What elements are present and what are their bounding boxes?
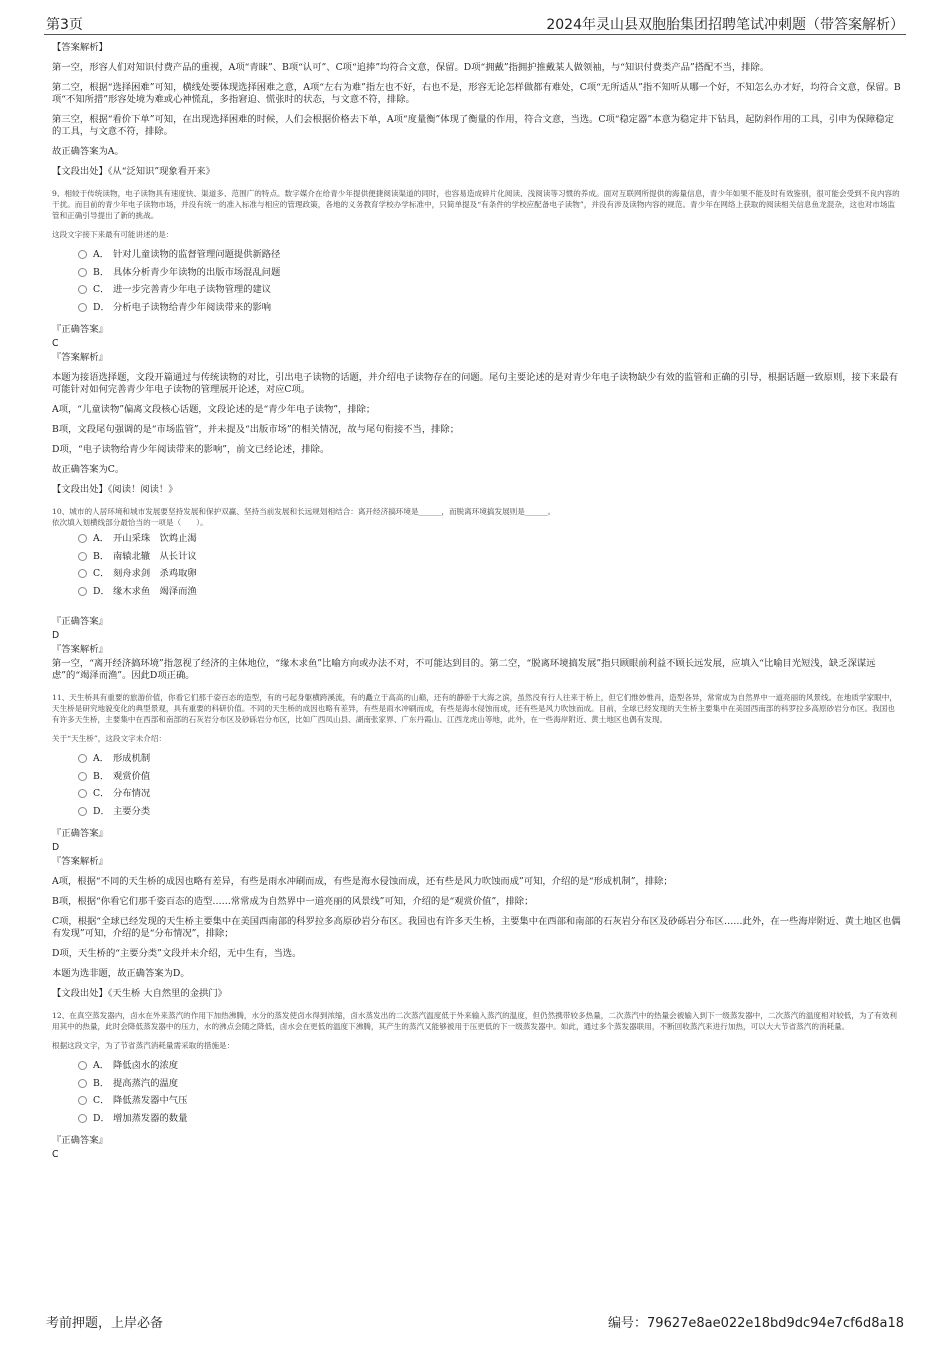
- q11-analysis-4: D项，天生桥的“主要分类”文段并未介绍，无中生有，当选。: [52, 948, 302, 959]
- q12-passage: 12、在真空蒸发器内，卤水在外来蒸汽的作用下加热沸腾，水分的蒸发使卤水得到浓缩，卤水蒸发出的二次蒸汽温度低于外来输入蒸汽的温度，但仍然携带较多热量，二次蒸汽中的热量会被输入到下一级蒸发器中，二次蒸汽的温度相对较低，为了有效利用其中的热量，此时会降低蒸发器中的压力，水的沸点会随之降低，卤水会在更低的温度下沸腾，其产生的蒸汽又能够被用于压更低的下一级蒸发器中。如此，通过多个蒸发器联用，不断回收蒸汽来进行加热，可以大大节省蒸汽的消耗量。: [52, 1011, 897, 1031]
- q11-analysis-label: 『答案解析』: [52, 856, 108, 867]
- q12-answer: C: [52, 1149, 59, 1160]
- q10-analysis: 第一空，“离开经济搞环境”指忽视了经济的主体地位，“缘木求鱼”比喻方向或办法不对，不可能达到目的。第二空，“脱离环境搞发展”指只顾眼前利益不顾长远发展，应填入“比喻目光短浅，缺乏深谋远虑”的“竭泽而渔”。因此D项正确。: [52, 658, 876, 681]
- q9-option-a[interactable]: A． 针对儿童读物的监督管理问题提供新路径: [78, 246, 902, 264]
- q11-passage: 11、天生桥具有重要的旅游价值，你看它们那千姿百态的造型，有的弓起身躯横跨溪流，有的矗立于高高的山巅，还有的静卧于大海之滨，虽然没有行人往来于桥上，但它们惟妙惟肖，造型各异，常常成为自然界中一道亮丽的风景线。在地质学家眼中，天生桥是研究地貌变化的典型景观，具有重要的科研价值。不同的天生桥的成因也略有差异，有些是雨水冲刷而成，有些是海水侵蚀而成，还有些是风力吹蚀而成。目前，全球已经发现的天生桥主要集中在美国西南部的科罗拉多高原砂岩分布区。我国也有许多天生桥，主要集中在西部和南部的石灰岩分布区及砂砾岩分布区，比如广西凤山县、湖南张家界、广东丹霞山、江西龙虎山等地，此外，在一些海岸附近、黄土地区也偶有发现。: [52, 693, 897, 724]
- radio-icon[interactable]: [78, 587, 87, 596]
- q9-option-c[interactable]: C． 进一步完善青少年电子读物管理的建议: [78, 281, 902, 299]
- q9-passage: 9、相较于传统读物，电子读物具有速度快、渠道多、范围广的特点。数字媒介在给青少年提供便捷阅读渠道的同时，也容易造成碎片化阅读、浅阅读等习惯的养成。面对互联网所提供的海量信息，青少年如果不能及时有效鉴别，很可能会受到不良内容的干扰。而目前的青少年电子读物市场，并没有统一的准入标准与相应的管理政策，各地的义务教育学校办学标准中，只简单提及“有条件的学校应配备电子读物”，并没有涉及读物内容的规范。青少年在网络上获取的阅读相关信息鱼龙混杂，这也对市场监管和正确引导提出了新的挑战。: [52, 189, 900, 220]
- q11-source: 【文段出处】《天生桥 大自然里的金拱门》: [52, 988, 227, 999]
- q12-option-a[interactable]: A． 降低卤水的浓度: [78, 1057, 902, 1075]
- q11-option-a[interactable]: A． 形成机制: [78, 750, 902, 768]
- q8-analysis-label: 【答案解析】: [52, 42, 108, 53]
- q12-answer-label: 『正确答案』: [52, 1135, 108, 1146]
- q11-question: 关于“天生桥”，这段文字未介绍：: [52, 734, 167, 743]
- radio-icon[interactable]: [78, 552, 87, 561]
- radio-icon[interactable]: [78, 534, 87, 543]
- q10-option-a[interactable]: A． 开山采珠 饮鸩止渴: [78, 530, 902, 548]
- q8-source: 【文段出处】《从“泛知识”现象看开来》: [52, 166, 215, 177]
- q11-option-c[interactable]: C． 分布情况: [78, 785, 902, 803]
- q10-option-c[interactable]: C． 刻舟求剑 杀鸡取卵: [78, 565, 902, 583]
- q10-passage: 10、城市的人居环境和城市发展要坚持发展和保护双赢、坚持当前发展和长远规划相结合：离开经济搞环境是______，而脱离环境搞发展则是______。: [52, 507, 556, 516]
- q9-analysis-2: A项，“儿童读物”偏离文段核心话题，文段论述的是“青少年电子读物”，排除；: [52, 404, 376, 415]
- q8-conclusion: 故正确答案为A。: [52, 146, 124, 157]
- radio-icon[interactable]: [78, 1096, 87, 1105]
- q9-options: [78, 246, 902, 316]
- footer-slogan: 考前押题，上岸必备: [46, 1316, 164, 1331]
- q9-conclusion: 故正确答案为C。: [52, 464, 125, 475]
- q9-question: 这段文字接下来最有可能讲述的是：: [52, 230, 174, 239]
- q9-answer-label: 『正确答案』: [52, 324, 108, 335]
- q9-analysis-4: D项，“电子读物给青少年阅读带来的影响”，前文已经论述，排除。: [52, 444, 330, 455]
- q8-analysis-para2: 第二空，根据“选择困难”可知，横线处要体现选择困难之意，A项“左右为难”指左也不好，右也不是，形容无论怎样做都有难处，C项“无所适从”指不知听从哪一个好，不知怎么办才好，均符合文意，保留。B项“不知所措”形容处境为难或心神慌乱，多指窘迫、慌张时的状态，与文意不符，排除。: [52, 82, 901, 105]
- radio-icon[interactable]: [78, 569, 87, 578]
- q12-option-c[interactable]: C． 降低蒸发器中气压: [78, 1092, 902, 1110]
- q11-conclusion: 本题为选非题，故正确答案为D。: [52, 968, 190, 979]
- page-header: [44, 10, 906, 35]
- document-code: 编号：79627e8ae022e18bd9dc94e7cf6d8a18: [608, 1316, 904, 1331]
- q12-options: [78, 1057, 902, 1127]
- q9-option-b[interactable]: B． 具体分析青少年读物的出版市场混乱问题: [78, 264, 902, 282]
- radio-icon[interactable]: [78, 268, 87, 277]
- q11-answer: D: [52, 842, 60, 853]
- q11-analysis-1: A项，根据“不同的天生桥的成因也略有差异，有些是雨水冲刷而成，有些是海水侵蚀而成，还有些是风力吹蚀而成”可知，介绍的是“形成机制”，排除；: [52, 876, 673, 887]
- radio-icon[interactable]: [78, 1079, 87, 1088]
- radio-icon[interactable]: [78, 807, 87, 816]
- q12-option-d[interactable]: D． 增加蒸发器的数量: [78, 1110, 902, 1128]
- page-content: [52, 42, 902, 1163]
- q9-source: 【文段出处】《阅读！阅读！》: [52, 484, 178, 495]
- q11-analysis-2: B项，根据“你看它们那千姿百态的造型……常常成为自然界中一道亮丽的风景线”可知，介绍的是“观赏价值”，排除；: [52, 896, 534, 907]
- q10-option-b[interactable]: B． 南辕北辙 从长计议: [78, 548, 902, 566]
- q11-option-b[interactable]: B． 观赏价值: [78, 768, 902, 786]
- document-title: 2024年灵山县双胞胎集团招聘笔试冲刺题（带答案解析）: [546, 17, 904, 33]
- q12-question: 根据这段文字，为了节省蒸汽消耗量需采取的措施是：: [52, 1041, 235, 1050]
- q9-answer: C: [52, 338, 59, 349]
- radio-icon[interactable]: [78, 1061, 87, 1070]
- radio-icon[interactable]: [78, 303, 87, 312]
- q10-answer-label: 『正确答案』: [52, 616, 108, 627]
- radio-icon[interactable]: [78, 789, 87, 798]
- q11-answer-label: 『正确答案』: [52, 828, 108, 839]
- q8-analysis-para3: 第三空，根据“看价下单”可知，在出现选择困难的时候，人们会根据价格去下单，A项“度量衡”体现了衡量的作用，符合文意，当选。C项“稳定器”本意为稳定井下钻具，起防斜作用的工具，引申为保障稳定的工具，与文意不符，排除。: [52, 114, 894, 137]
- q9-analysis-3: B项，文段尾句强调的是“市场监管”，并未提及“出版市场”的相关情况，故与尾句衔接不当，排除；: [52, 424, 460, 435]
- radio-icon[interactable]: [78, 772, 87, 781]
- radio-icon[interactable]: [78, 1114, 87, 1123]
- q11-options: [78, 750, 902, 820]
- radio-icon[interactable]: [78, 250, 87, 259]
- q10-analysis-label: 『答案解析』: [52, 644, 108, 655]
- q9-option-d[interactable]: D． 分析电子读物给青少年阅读带来的影响: [78, 299, 902, 317]
- radio-icon[interactable]: [78, 754, 87, 763]
- q8-analysis-para1: 第一空，形容人们对知识付费产品的重视，A项“青睐”、B项“认可”、C项“追捧”均符合文意，保留。D项“拥戴”指拥护推戴某人做领袖，与“知识付费类产品”搭配不当，排除。: [52, 62, 770, 73]
- radio-icon[interactable]: [78, 285, 87, 294]
- q11-analysis-3: C项，根据“全球已经发现的天生桥主要集中在美国西南部的科罗拉多高原砂岩分布区。我国也有许多天生桥，主要集中在西部和南部的石灰岩分布区及砂砾岩分布区……此外，在一些海岸附近、黄土地区也偶有发现”可知，介绍的是“分布情况”，排除；: [52, 916, 901, 939]
- q10-question: 依次填入划横线部分最恰当的一项是（ ）。: [52, 518, 208, 527]
- q9-analysis-label: 『答案解析』: [52, 352, 108, 363]
- q11-option-d[interactable]: D． 主要分类: [78, 803, 902, 821]
- q10-options: [78, 530, 902, 600]
- page-number: 第3页: [46, 17, 83, 33]
- q10-answer: D: [52, 630, 60, 641]
- page-footer: [44, 1310, 906, 1330]
- q9-analysis-1: 本题为接语选择题，文段开篇通过与传统读物的对比，引出电子读物的话题，并介绍电子读物存在的问题。尾句主要论述的是对青少年电子读物缺少有效的监管和正确的引导，根据话题一致原则，接下来最有可能针对如何完善青少年电子读物的管理展开论述，对应C项。: [52, 372, 899, 395]
- q12-option-b[interactable]: B． 提高蒸汽的温度: [78, 1075, 902, 1093]
- q10-option-d[interactable]: D． 缘木求鱼 竭泽而渔: [78, 583, 902, 601]
